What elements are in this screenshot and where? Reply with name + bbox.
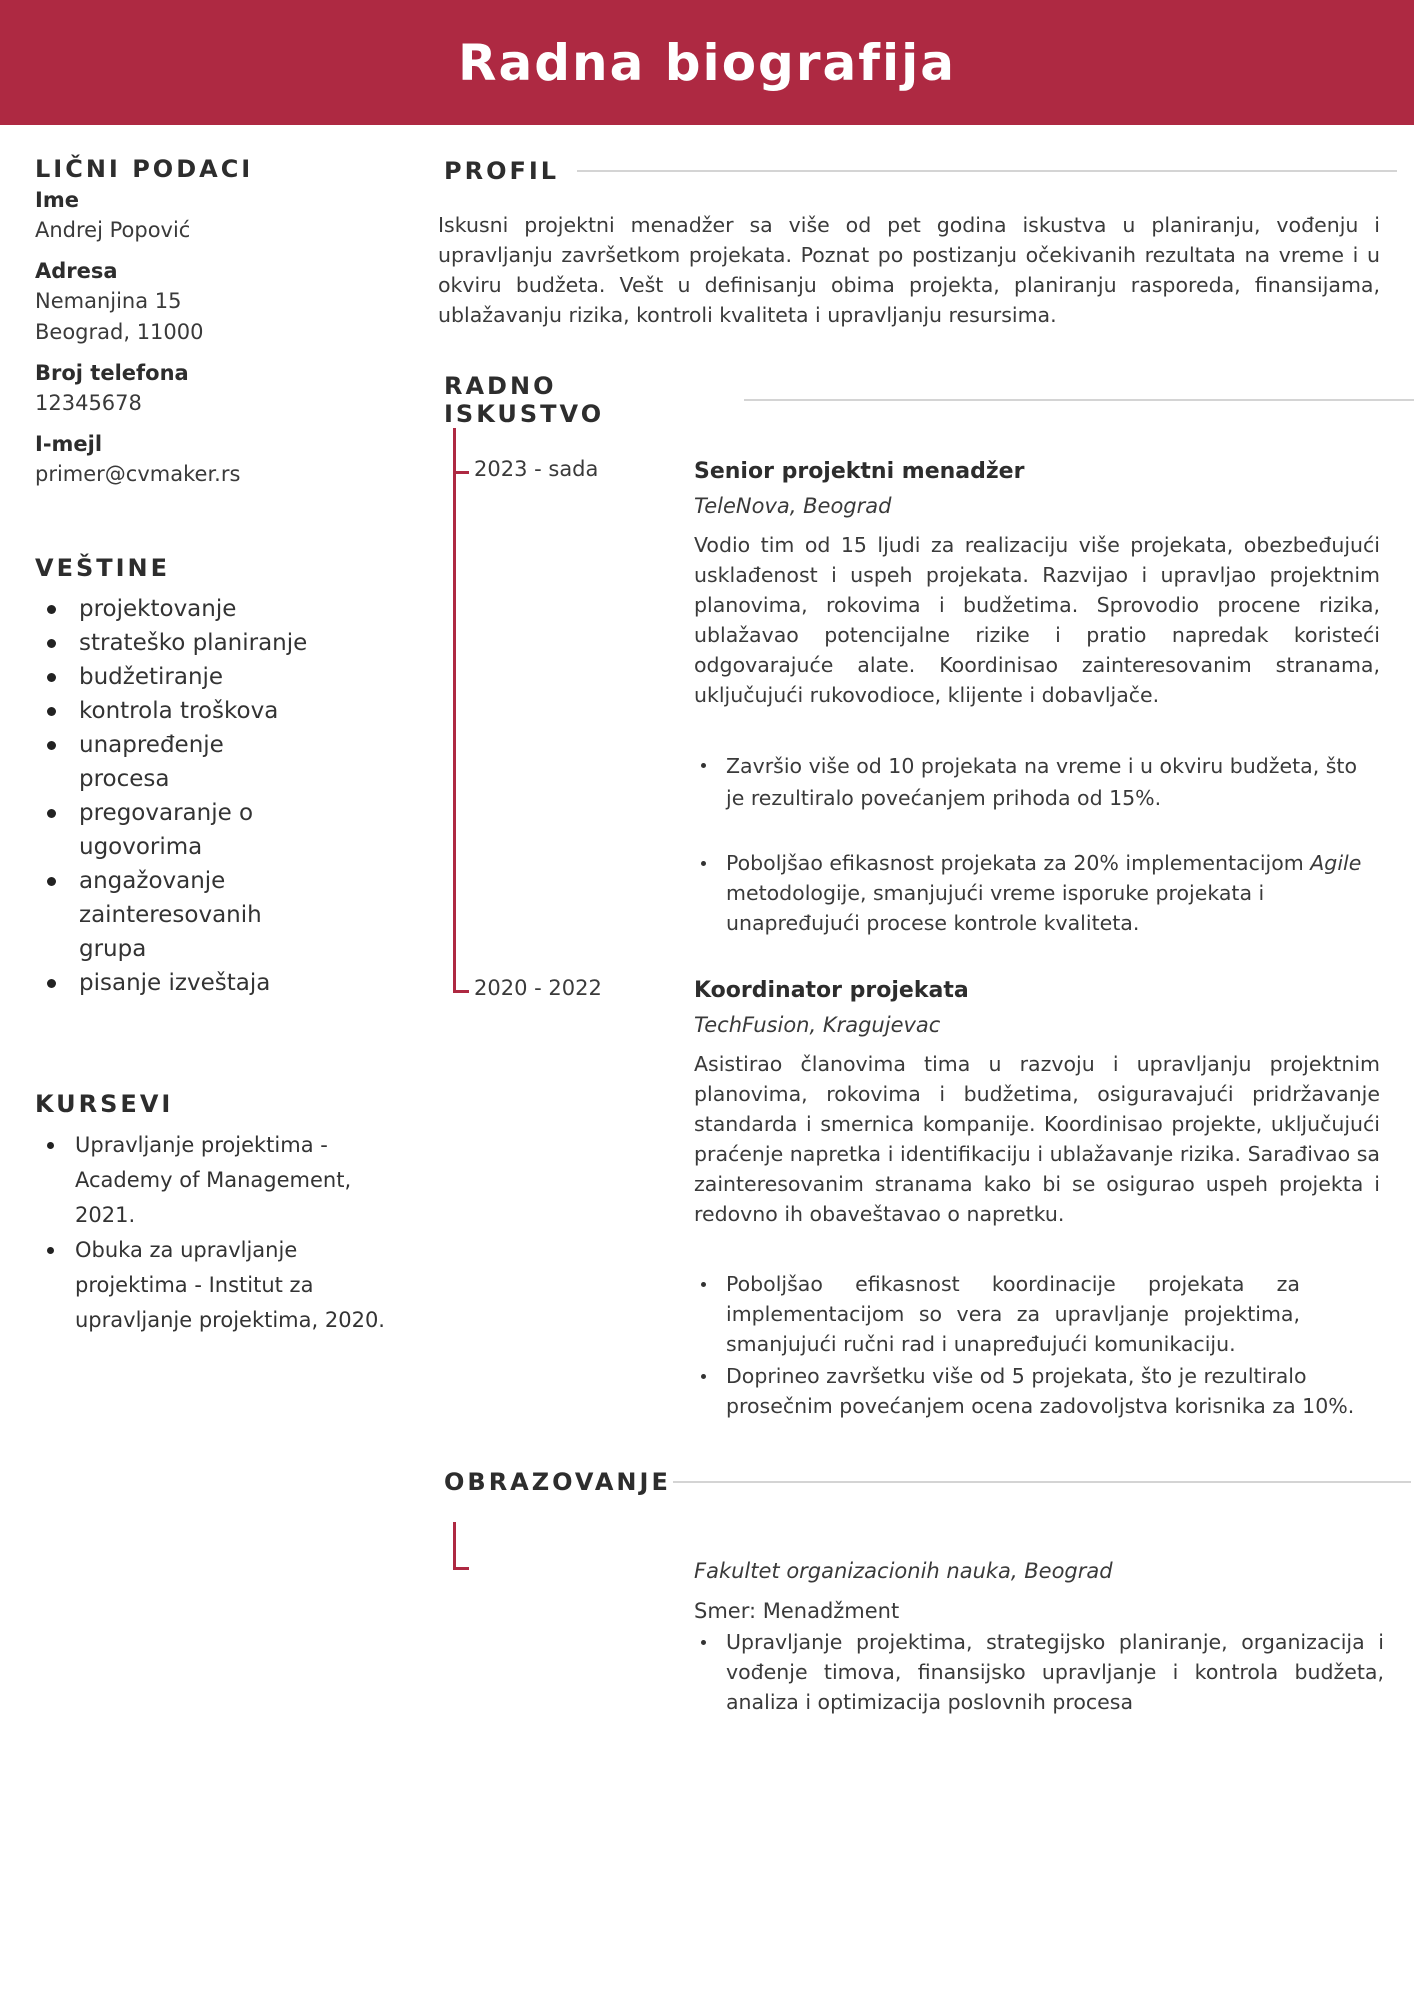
education-heading-row — [444, 1468, 1411, 1496]
divider — [577, 170, 1397, 172]
profile-text: Iskusni projektni menadžer sa više od pet godina iskustva u planiranju, vođenju i upravljanju završetkom projekata. Poznat po postizanju očekivanih rezultata na vreme i u okviru budžeta. Vešt u definisanju obima projekta, planiranju rasporeda, finansijama, ublažavanju rizika, kontroli kvaliteta i upravljanju resursima. — [438, 213, 1380, 327]
job-title: Koordinator projekata — [694, 978, 969, 1003]
skills-list — [35, 592, 405, 1000]
address-line-2: Beograd, 11000 — [35, 320, 204, 344]
name-label: Ime — [35, 188, 79, 212]
skill-item: pregovaranje o ugovorima — [35, 796, 279, 864]
skill-item: pisanje izveštaja — [35, 966, 339, 1000]
timeline-tick — [453, 990, 469, 993]
phone-value: 12345678 — [35, 391, 142, 415]
address-label: Adresa — [35, 259, 118, 283]
education-topic-item: Upravljanje projektima, strategijsko planiranje, organizacija i vođenje timova, finansijsko upravljanje i kontrola budžeta, analiza i optimizacija poslovnih procesa — [694, 1627, 1384, 1717]
education-entry — [694, 1553, 1384, 1717]
skill-item: kontrola troškova — [35, 694, 339, 728]
education-topics — [694, 1627, 1384, 1717]
job-achievements — [694, 750, 1380, 938]
email-label: I-mejl — [35, 432, 103, 456]
job-company: TeleNova, Beograd — [694, 494, 892, 518]
achievement-text: metodologije, smanjujući vreme isporuke projekata i unapređujući procese kontrole kvaliteta. — [726, 881, 1265, 935]
job-entry — [694, 456, 1380, 938]
profile-section-title: PROFIL — [444, 157, 560, 185]
address-line-1: Nemanjina 15 — [35, 289, 182, 313]
job-title: Senior projektni menadžer — [694, 459, 1025, 484]
timeline-line — [453, 1522, 456, 1569]
divider — [673, 1481, 1411, 1483]
experience-heading-row — [444, 372, 1414, 428]
name-value: Andrej Popović — [35, 218, 191, 242]
school-name: Fakultet organizacionih nauka, Beograd — [694, 1559, 1113, 1583]
job-description: Asistirao članovima tima u razvoju i upravljanju projektnim planovima, rokovima i budžetima, osiguravajući pridržavanje standarda i smernica kompanije. Koordinisao projekte, uključujući praćenje napretka i identifikaciju i ublažavanje rizika. Sarađivao sa zainteresovanim stranama kako bi se osigurao uspeh projekta i redovno ih obaveštavao o napretku. — [694, 1052, 1380, 1226]
experience-section-title: RADNO ISKUSTVO — [444, 372, 605, 428]
course-item: Upravljanje projektima - Academy of Management, 2021. — [35, 1128, 405, 1233]
job-entry — [694, 975, 1380, 1421]
profile-heading-row — [444, 157, 1397, 185]
phone-label: Broj telefona — [35, 361, 189, 385]
page-header — [0, 0, 1414, 125]
job-description: Vodio tim od 15 ljudi za realizaciju više projekata, obezbeđujući usklađenost i uspeh projekata. Razvijao i upravljao projektnim planovima, rokovima i budžetima. Sprovodio procene rizika, ublažavao potencijalne rizike i pratio napredak koristeći odgovarajuće alate. Koordinisao zainteresovanim stranama, uključujući rukovodioce, klijente i dobavljače. — [694, 533, 1380, 707]
course-item: Obuka za upravljanje projektima - Institut za upravljanje projektima, 2020. — [35, 1233, 405, 1338]
study-major: Smer: Menadžment — [694, 1599, 900, 1623]
education-section-title: OBRAZOVANJE — [444, 1468, 671, 1496]
job-company: TechFusion, Kragujevac — [694, 1013, 941, 1037]
divider — [744, 399, 1414, 401]
job-date: 2023 - sada — [474, 457, 599, 481]
job-achievements — [694, 1269, 1380, 1421]
skill-item: projektovanje — [35, 592, 339, 626]
email-value: primer@cvmaker.rs — [35, 462, 241, 486]
skills-section-title: VEŠTINE — [35, 554, 171, 582]
timeline-tick — [453, 471, 469, 474]
courses-list — [35, 1128, 405, 1338]
skill-item: strateško planiranje — [35, 626, 339, 660]
achievement-item: Završio više od 10 projekata na vreme i u okviru budžeta, što je rezultiralo povećanjem prihoda od 15%. — [694, 750, 1380, 814]
achievement-item — [694, 848, 1380, 938]
achievement-item: Poboljšao efikasnost koordinacije projekata za implementacijom so vera za upravljanje projektima, smanjujući ručni rad i unapređujući komunikaciju. — [694, 1269, 1380, 1359]
achievement-item: Doprineo završetku više od 5 projekata, što je rezultiralo prosečnim povećanjem ocena zadovoljstva korisnika za 10%. — [694, 1361, 1380, 1421]
skill-item: angažovanje zainteresovanih grupa — [35, 864, 279, 966]
achievement-emphasis: Agile — [1310, 851, 1362, 875]
skill-item: budžetiranje — [35, 660, 339, 694]
page-title: Radna biografija — [457, 33, 956, 92]
timeline-tick — [453, 1567, 469, 1570]
job-date: 2020 - 2022 — [474, 976, 602, 1000]
courses-section-title: KURSEVI — [35, 1090, 174, 1118]
timeline-line — [453, 428, 456, 992]
personal-section-title: LIČNI PODACI — [35, 155, 254, 183]
sidebar — [35, 155, 405, 1338]
skill-item: unapređenje procesa — [35, 728, 249, 796]
achievement-text: Poboljšao efikasnost projekata za 20% implementacijom — [726, 851, 1311, 875]
